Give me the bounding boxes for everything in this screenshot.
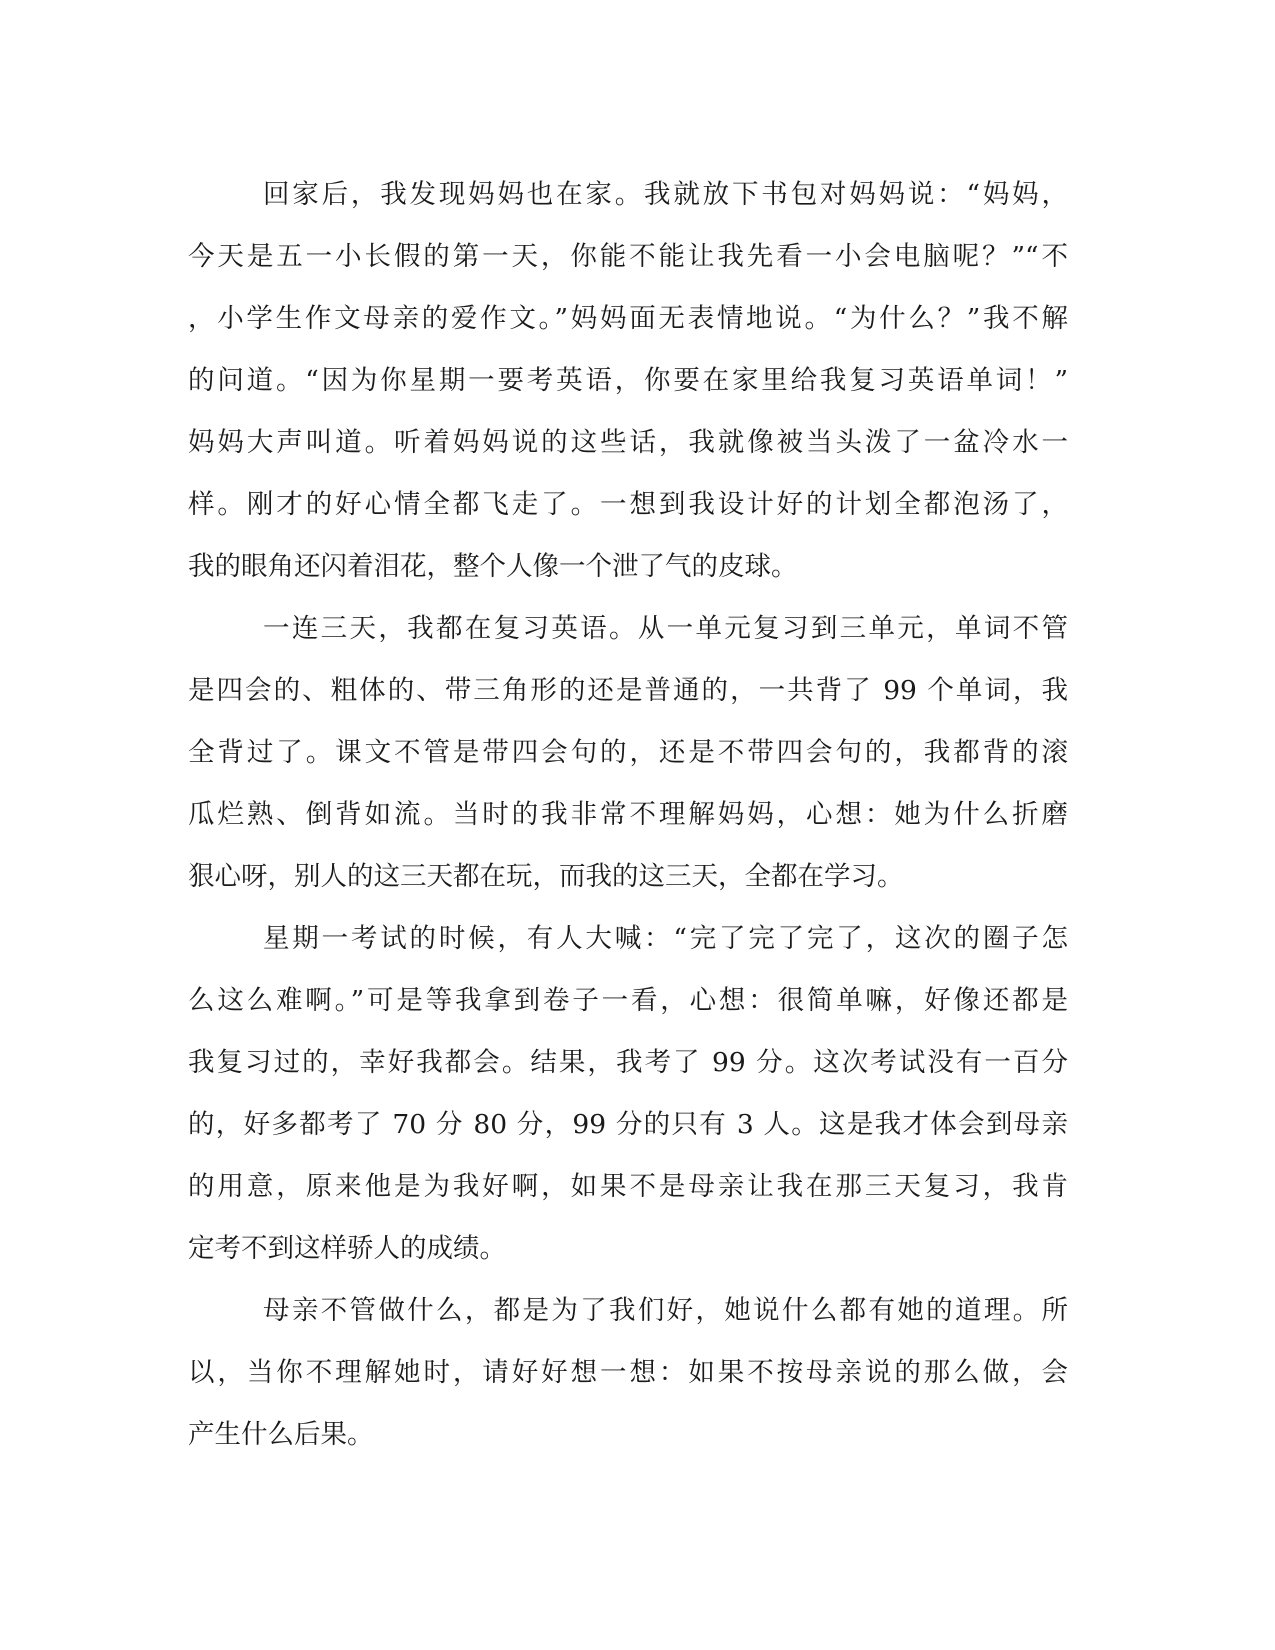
document-body	[188, 164, 1068, 1466]
text-line: 的，好多都考了 70 分 80 分，99 分的只有 3 人。这是我才体会到母亲	[188, 1109, 1068, 1140]
text-line: 产生什么后果。	[188, 1419, 374, 1450]
text-line: 我的眼角还闪着泪花，整个人像一个泄了气的皮球。	[188, 551, 798, 582]
text-line: 我复习过的，幸好我都会。结果，我考了 99 分。这次考试没有一百分	[188, 1047, 1068, 1078]
text-line: 全背过了。课文不管是带四会句的，还是不带四会句的，我都背的滚	[188, 737, 1068, 768]
paragraph-2	[188, 598, 1068, 908]
text-line: ，小学生作文母亲的爱作文。”妈妈面无表情地说。“为什么？”我不解	[188, 303, 1068, 334]
paragraph-4	[188, 1280, 1068, 1466]
text-line: 的问道。“因为你星期一要考英语，你要在家里给我复习英语单词！”	[188, 365, 1068, 396]
text-line: 的用意，原来他是为我好啊，如果不是母亲让我在那三天复习，我肯	[188, 1171, 1068, 1202]
text-line: 一连三天，我都在复习英语。从一单元复习到三单元，单词不管	[263, 613, 1068, 644]
text-line: 母亲不管做什么，都是为了我们好，她说什么都有她的道理。所	[263, 1295, 1068, 1326]
text-line: 狠心呀，别人的这三天都在玩，而我的这三天，全都在学习。	[188, 861, 904, 892]
text-line: 今天是五一小长假的第一天，你能不能让我先看一小会电脑呢？”“不	[188, 241, 1068, 272]
text-line: 么这么难啊。”可是等我拿到卷子一看，心想：很简单嘛，好像还都是	[188, 985, 1068, 1016]
text-line: 样。刚才的好心情全都飞走了。一想到我设计好的计划全都泡汤了，	[188, 489, 1068, 520]
text-line: 妈妈大声叫道。听着妈妈说的这些话，我就像被当头泼了一盆冷水一	[188, 427, 1068, 458]
text-line: 瓜烂熟、倒背如流。当时的我非常不理解妈妈，心想：她为什么折磨	[188, 799, 1068, 830]
paragraph-1	[188, 164, 1068, 598]
text-line: 是四会的、粗体的、带三角形的还是普通的，一共背了 99 个单词，我	[188, 675, 1068, 706]
text-line: 回家后，我发现妈妈也在家。我就放下书包对妈妈说：“妈妈，	[263, 179, 1068, 210]
text-line: 星期一考试的时候，有人大喊：“完了完了完了，这次的圈子怎	[263, 923, 1068, 954]
paragraph-3	[188, 908, 1068, 1280]
text-line: 定考不到这样骄人的成绩。	[188, 1233, 506, 1264]
text-line: 以，当你不理解她时，请好好想一想：如果不按母亲说的那么做，会	[188, 1357, 1068, 1388]
